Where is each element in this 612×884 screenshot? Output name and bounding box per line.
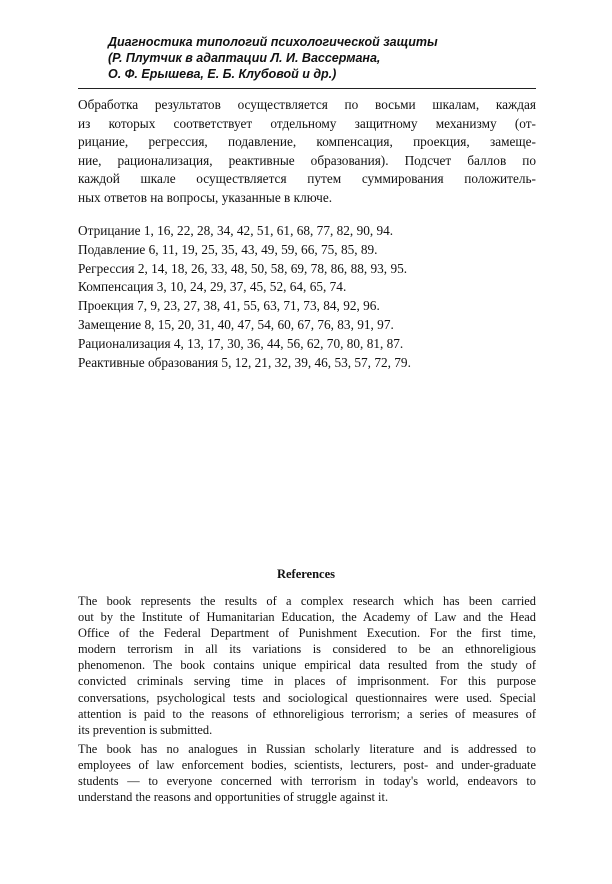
text-line: convicted criminals serving time in places of imprisonment. For this purpose bbox=[78, 674, 536, 689]
text-line: рицание, регрессия, подавление, компенсация, проекция, замеще- bbox=[78, 134, 536, 150]
heading-line: Диагностика типологий психологической защиты bbox=[108, 35, 438, 49]
text-line: The book represents the results of a complex research which has been carried bbox=[78, 594, 536, 608]
heading-line: (Р. Плутчик в адаптации Л. И. Вассермана, bbox=[108, 51, 381, 65]
key-scale-projection: Проекция 7, 9, 23, 27, 38, 41, 55, 63, 71, 73, 84, 92, 96. bbox=[78, 298, 380, 314]
references-paragraph-1 bbox=[78, 593, 536, 738]
text-line: its prevention is submitted. bbox=[78, 722, 213, 737]
scoring-key-list bbox=[78, 222, 538, 372]
text-line: Обработка результатов осуществляется по восьми шкалам, каждая bbox=[78, 97, 536, 112]
heading-divider bbox=[78, 88, 536, 89]
text-line: conversations, psychological tests and sociological questionnaires were used. Special bbox=[78, 690, 536, 705]
key-scale-suppression: Подавление 6, 11, 19, 25, 35, 43, 49, 59, 66, 75, 85, 89. bbox=[78, 241, 378, 257]
text-line: Office of the Federal Department of Punishment Execution. For the first time, bbox=[78, 626, 536, 641]
references-paragraph-2 bbox=[78, 741, 536, 805]
text-line: employees of law enforcement bodies, scientists, lecturers, post- and under-graduate bbox=[78, 758, 536, 773]
text-line: understand the reasons and opportunities of struggle against it. bbox=[78, 790, 389, 805]
heading-line: О. Ф. Ерышева, Е. Б. Клубовой и др.) bbox=[108, 67, 337, 81]
text-line: students — to everyone concerned with terrorism in today's world, endeavors to bbox=[78, 774, 536, 789]
text-line: modern terrorism in all its variations is considered to be an ethnoreligious bbox=[78, 642, 536, 657]
text-line: phenomenon. The book contains unique empirical data resulted from the study of bbox=[78, 658, 536, 673]
text-line: ных ответов на вопросы, указанные в ключе. bbox=[78, 189, 333, 205]
key-scale-denial: Отрицание 1, 16, 22, 28, 34, 42, 51, 61, 68, 77, 82, 90, 94. bbox=[78, 223, 394, 238]
text-line: The book has no analogues in Russian scholarly literature and is addressed to bbox=[78, 742, 536, 756]
references-title: References bbox=[276, 567, 336, 581]
key-scale-compensation: Компенсация 3, 10, 24, 29, 37, 45, 52, 64, 65, 74. bbox=[78, 279, 347, 295]
text-line: attention is paid to the reasons of ethnoreligious terrorism; a series of measures of bbox=[78, 706, 536, 721]
text-line: каждой шкале осуществляется путем суммирования положитель- bbox=[78, 171, 536, 187]
key-scale-reactive-formation: Реактивные образования 5, 12, 21, 32, 39, 46, 53, 57, 72, 79. bbox=[78, 354, 411, 370]
key-scale-rationalization: Рационализация 4, 13, 17, 30, 36, 44, 56, 62, 70, 80, 81, 87. bbox=[78, 335, 404, 351]
key-scale-substitution: Замещение 8, 15, 20, 31, 40, 47, 54, 60, 67, 76, 83, 91, 97. bbox=[78, 316, 394, 332]
section-heading bbox=[108, 34, 538, 82]
text-line: out by the Institute of Humanitarian Education, the Academy of Law and the Head bbox=[78, 610, 536, 625]
processing-paragraph bbox=[78, 96, 536, 208]
key-scale-regression: Регрессия 2, 14, 18, 26, 33, 48, 50, 58, 69, 78, 86, 88, 93, 95. bbox=[78, 260, 408, 276]
text-line: ние, рационализация, реактивные образования). Подсчет баллов по bbox=[78, 152, 536, 168]
text-line: из которых соответствует отдельному защитному механизму (от- bbox=[78, 115, 536, 131]
